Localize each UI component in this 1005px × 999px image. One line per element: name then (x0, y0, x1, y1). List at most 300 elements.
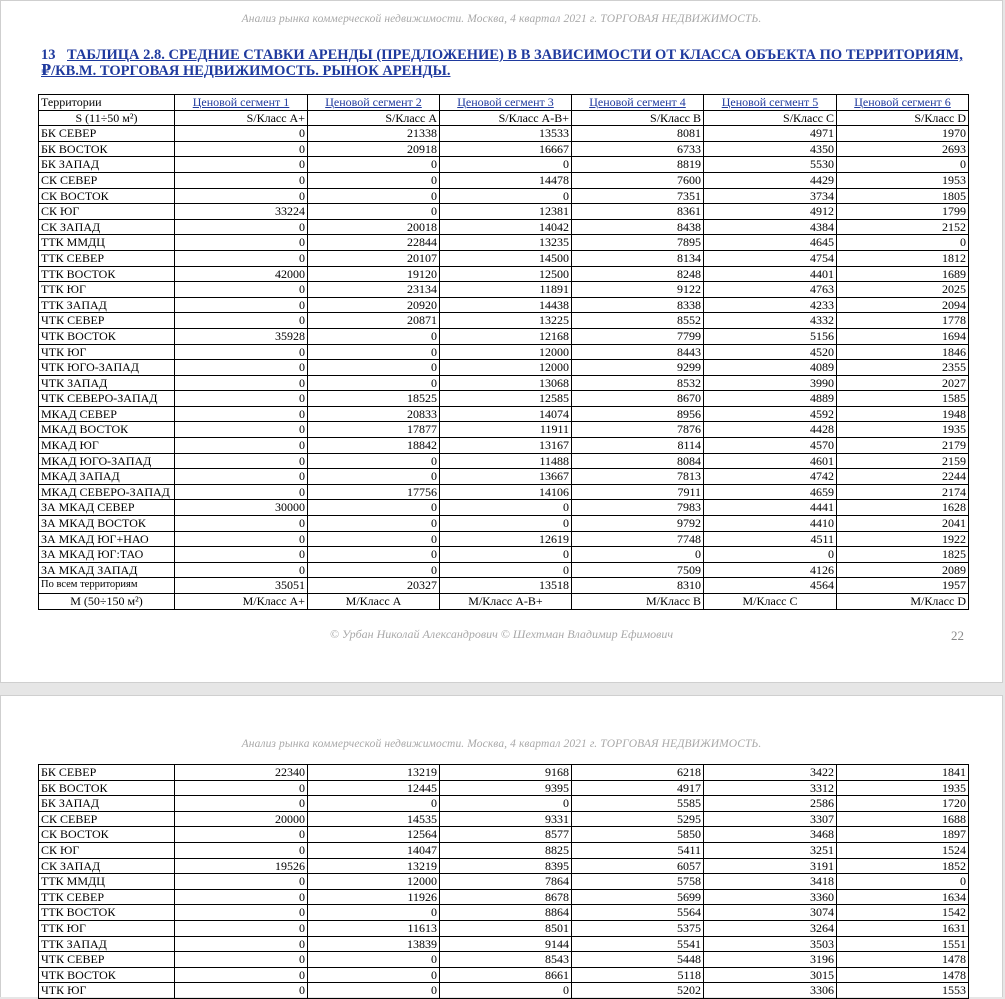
rate-cell: 1799 (837, 204, 969, 220)
rate-cell: 9792 (572, 516, 704, 532)
table-row (39, 172, 969, 188)
rate-cell: 2179 (837, 438, 969, 454)
rate-cell: 0 (572, 547, 704, 563)
rate-cell: 3734 (704, 188, 837, 204)
rent-rates-table-s (38, 94, 969, 610)
rate-cell: 1935 (837, 780, 969, 796)
rate-cell: 0 (175, 905, 308, 921)
rate-cell: 0 (837, 235, 969, 251)
rate-cell: 5156 (704, 328, 837, 344)
rate-cell: 1841 (837, 765, 969, 781)
rate-cell: 5541 (572, 936, 704, 952)
rate-cell: 0 (175, 157, 308, 173)
rate-cell: 7799 (572, 328, 704, 344)
rate-cell: 4428 (704, 422, 837, 438)
rate-cell: 0 (175, 547, 308, 563)
rate-cell: 1846 (837, 344, 969, 360)
territory-cell: СК ЗАПАД (39, 219, 175, 235)
running-header: Анализ рынка коммерческой недвижимости. Москва, 4 квартал 2021 г. ТОРГОВАЯ НЕДВИЖИМОСТЬ. (241, 13, 762, 25)
table-row (39, 811, 969, 827)
rate-cell: 9168 (440, 765, 572, 781)
rate-cell: 0 (175, 250, 308, 266)
rate-cell: 12000 (440, 360, 572, 376)
table-row (39, 578, 969, 594)
territory-cell: МКАД ВОСТОК (39, 422, 175, 438)
rate-cell: 4233 (704, 297, 837, 313)
class-header: М/Класс В (572, 594, 704, 610)
territory-cell: ЧТК ЮГ (39, 344, 175, 360)
rate-cell: 0 (175, 469, 308, 485)
rate-cell: 0 (175, 422, 308, 438)
rate-cell: 8081 (572, 126, 704, 142)
class-header: S/Класс D (837, 110, 969, 126)
rate-cell: 7911 (572, 484, 704, 500)
corner-label: Территории (39, 95, 175, 111)
caption-link[interactable]: ТАБЛИЦА 2.8. СРЕДНИЕ СТАВКИ АРЕНДЫ (ПРЕДЛОЖЕНИЕ) В В ЗАВИСИМОСТИ ОТ КЛАССА ОБЪЕКТА ПО ТЕРРИТОРИЯМ, ₽/КВ.М. ТОРГОВАЯ НЕДВИЖИМОСТЬ. РЫНОК АРЕНДЫ. (41, 47, 963, 79)
rate-cell: 0 (175, 936, 308, 952)
copyright-footer: © Урбан Николай Александрович © Шехтман Владимир Ефимович (329, 627, 674, 641)
territory-cell: СК ВОСТОК (39, 188, 175, 204)
rate-cell: 0 (308, 172, 440, 188)
rate-cell: 4971 (704, 126, 837, 142)
rate-cell: 1542 (837, 905, 969, 921)
rate-cell: 4912 (704, 204, 837, 220)
rate-cell: 14074 (440, 406, 572, 422)
rate-cell: 0 (440, 188, 572, 204)
rate-cell: 0 (440, 562, 572, 578)
territory-cell: ЗА МКАД СЕВЕР (39, 500, 175, 516)
rate-cell: 8443 (572, 344, 704, 360)
rate-cell: 4410 (704, 516, 837, 532)
territory-cell: СК СЕВЕР (39, 172, 175, 188)
table-row (39, 406, 969, 422)
page-number: 22 (951, 628, 964, 643)
rate-cell: 0 (308, 375, 440, 391)
rate-cell: 7351 (572, 188, 704, 204)
rate-cell: 0 (175, 952, 308, 968)
rate-cell: 0 (308, 500, 440, 516)
rate-cell: 0 (175, 889, 308, 905)
table-row (39, 905, 969, 921)
territory-cell: ЧТК ЮГО-ЗАПАД (39, 360, 175, 376)
rate-cell: 12381 (440, 204, 572, 220)
rate-cell: 1812 (837, 250, 969, 266)
rate-cell: 0 (175, 188, 308, 204)
rate-cell: 22844 (308, 235, 440, 251)
rate-cell: 14042 (440, 219, 572, 235)
size-label: М (50÷150 м²) (39, 594, 175, 610)
rate-cell: 7983 (572, 500, 704, 516)
rate-cell: 5850 (572, 827, 704, 843)
rate-cell: 3307 (704, 811, 837, 827)
rate-cell: 33224 (175, 204, 308, 220)
rate-cell: 3422 (704, 765, 837, 781)
rate-cell: 4570 (704, 438, 837, 454)
rate-cell: 11926 (308, 889, 440, 905)
rate-cell: 6733 (572, 141, 704, 157)
rate-cell: 13667 (440, 469, 572, 485)
rate-cell: 14106 (440, 484, 572, 500)
territory-cell: ЧТК ВОСТОК (39, 328, 175, 344)
rate-cell: 13518 (440, 578, 572, 594)
territory-cell: БК ВОСТОК (39, 141, 175, 157)
rate-cell: 1631 (837, 920, 969, 936)
rate-cell: 20327 (308, 578, 440, 594)
rate-cell: 0 (308, 204, 440, 220)
rate-cell: 0 (440, 157, 572, 173)
segment-header[interactable]: Ценовой сегмент 4 (572, 95, 704, 111)
rate-cell: 0 (308, 516, 440, 532)
territory-cell: ТТК ММДЦ (39, 874, 175, 890)
rate-cell: 1694 (837, 328, 969, 344)
rate-cell: 2174 (837, 484, 969, 500)
rate-cell: 14438 (440, 297, 572, 313)
rate-cell: 11911 (440, 422, 572, 438)
rate-cell: 0 (175, 219, 308, 235)
rate-cell: 3196 (704, 952, 837, 968)
rate-cell: 8084 (572, 453, 704, 469)
rate-cell: 1634 (837, 889, 969, 905)
territory-cell: ТТК ВОСТОК (39, 905, 175, 921)
rate-cell: 12564 (308, 827, 440, 843)
rate-cell: 0 (175, 967, 308, 983)
territory-cell: ЧТК ВОСТОК (39, 967, 175, 983)
table-row (39, 547, 969, 563)
table-row (39, 516, 969, 532)
rate-cell: 7864 (440, 874, 572, 890)
territory-cell: СК ВОСТОК (39, 827, 175, 843)
rate-cell: 8438 (572, 219, 704, 235)
table-row (39, 360, 969, 376)
rate-cell: 1852 (837, 858, 969, 874)
rate-cell: 5448 (572, 952, 704, 968)
rate-cell: 1478 (837, 952, 969, 968)
rate-cell: 4401 (704, 266, 837, 282)
rate-cell: 4126 (704, 562, 837, 578)
table-row (39, 469, 969, 485)
rate-cell: 13068 (440, 375, 572, 391)
table-row (39, 842, 969, 858)
rate-cell: 5411 (572, 842, 704, 858)
territory-cell: ЗА МКАД ВОСТОК (39, 516, 175, 532)
rate-cell: 9331 (440, 811, 572, 827)
rate-cell: 1948 (837, 406, 969, 422)
territory-cell: ТТК СЕВЕР (39, 889, 175, 905)
table-row (39, 328, 969, 344)
territory-cell: ЧТК СЕВЕР (39, 313, 175, 329)
class-header: S/Класс В (572, 110, 704, 126)
rate-cell: 0 (175, 282, 308, 298)
rate-cell: 0 (308, 344, 440, 360)
class-header-row (39, 110, 969, 126)
rate-cell: 4645 (704, 235, 837, 251)
table-row (39, 438, 969, 454)
rate-cell: 0 (175, 360, 308, 376)
rate-cell: 22340 (175, 765, 308, 781)
territory-cell: СК СЕВЕР (39, 811, 175, 827)
rate-cell: 4763 (704, 282, 837, 298)
rate-cell: 0 (175, 827, 308, 843)
rate-cell: 1778 (837, 313, 969, 329)
territory-cell: ТТК ЮГ (39, 282, 175, 298)
class-header: М/Класс А (308, 594, 440, 610)
territory-cell: ЧТК ЗАПАД (39, 375, 175, 391)
rate-cell: 5564 (572, 905, 704, 921)
rate-cell: 12585 (440, 391, 572, 407)
rate-cell: 13533 (440, 126, 572, 142)
class-header: S/Класс А (308, 110, 440, 126)
table-row (39, 188, 969, 204)
rate-cell: 7600 (572, 172, 704, 188)
rate-cell: 13235 (440, 235, 572, 251)
rate-cell: 30000 (175, 500, 308, 516)
rate-cell: 3503 (704, 936, 837, 952)
territory-cell: МКАД СЕВЕРО-ЗАПАД (39, 484, 175, 500)
rate-cell: 3251 (704, 842, 837, 858)
rate-cell: 0 (308, 328, 440, 344)
segment-header[interactable]: Ценовой сегмент 2 (308, 95, 440, 111)
rate-cell: 11488 (440, 453, 572, 469)
rate-cell: 0 (308, 905, 440, 921)
rate-cell: 0 (308, 952, 440, 968)
rate-cell: 4089 (704, 360, 837, 376)
table-row (39, 858, 969, 874)
rate-cell: 4889 (704, 391, 837, 407)
rate-cell: 1957 (837, 578, 969, 594)
rate-cell: 12619 (440, 531, 572, 547)
rate-cell: 0 (308, 796, 440, 812)
rate-cell: 1689 (837, 266, 969, 282)
rate-cell: 2152 (837, 219, 969, 235)
rate-cell: 0 (175, 375, 308, 391)
rate-cell: 1720 (837, 796, 969, 812)
rate-cell: 0 (175, 297, 308, 313)
rate-cell: 3264 (704, 920, 837, 936)
rate-cell: 5585 (572, 796, 704, 812)
rate-cell: 0 (175, 344, 308, 360)
rate-cell: 4601 (704, 453, 837, 469)
rate-cell: 35051 (175, 578, 308, 594)
next-class-header-row (39, 594, 969, 610)
rate-cell: 17756 (308, 484, 440, 500)
rate-cell: 11891 (440, 282, 572, 298)
table-row (39, 250, 969, 266)
territory-cell: СК ЗАПАД (39, 858, 175, 874)
rate-cell: 0 (440, 516, 572, 532)
section-number: 13 (41, 47, 56, 63)
segment-header[interactable]: Ценовой сегмент 1 (175, 95, 308, 111)
table-row (39, 126, 969, 142)
rate-cell: 12000 (440, 344, 572, 360)
rate-cell: 0 (308, 547, 440, 563)
table-row (39, 889, 969, 905)
table-row (39, 313, 969, 329)
rate-cell: 3306 (704, 983, 837, 999)
rate-cell: 8577 (440, 827, 572, 843)
rate-cell: 42000 (175, 266, 308, 282)
rate-cell: 0 (175, 313, 308, 329)
table-row (39, 936, 969, 952)
territory-cell: МКАД ЗАПАД (39, 469, 175, 485)
rate-cell: 0 (308, 188, 440, 204)
table-row (39, 952, 969, 968)
territory-cell: МКАД СЕВЕР (39, 406, 175, 422)
rate-cell: 7876 (572, 422, 704, 438)
rate-cell: 0 (308, 360, 440, 376)
segment-header[interactable]: Ценовой сегмент 5 (704, 95, 837, 111)
table-row (39, 282, 969, 298)
table-row (39, 219, 969, 235)
rate-cell: 3468 (704, 827, 837, 843)
rate-cell: 2089 (837, 562, 969, 578)
rate-cell: 21338 (308, 126, 440, 142)
rate-cell: 2244 (837, 469, 969, 485)
rate-cell: 13167 (440, 438, 572, 454)
rate-cell: 0 (440, 796, 572, 812)
rate-cell: 14047 (308, 842, 440, 858)
table-row (39, 983, 969, 999)
rate-cell: 19526 (175, 858, 308, 874)
rate-cell: 7813 (572, 469, 704, 485)
rate-cell: 0 (440, 983, 572, 999)
table-row (39, 765, 969, 781)
territory-cell: МКАД ЮГО-ЗАПАД (39, 453, 175, 469)
rate-cell: 8670 (572, 391, 704, 407)
document-page-23 (0, 695, 1003, 997)
table-row (39, 920, 969, 936)
table-row (39, 157, 969, 173)
rate-cell: 0 (308, 157, 440, 173)
segment-header[interactable]: Ценовой сегмент 6 (837, 95, 969, 111)
rate-cell: 0 (175, 796, 308, 812)
table-row (39, 500, 969, 516)
rate-cell: 0 (175, 453, 308, 469)
territory-cell: БК ВОСТОК (39, 780, 175, 796)
table-row (39, 562, 969, 578)
territory-cell: СК ЮГ (39, 204, 175, 220)
territory-cell: ТТК ЮГ (39, 920, 175, 936)
rate-cell: 4564 (704, 578, 837, 594)
rate-cell: 0 (308, 453, 440, 469)
rate-cell: 8248 (572, 266, 704, 282)
segment-header[interactable]: Ценовой сегмент 3 (440, 95, 572, 111)
rate-cell: 18525 (308, 391, 440, 407)
rate-cell: 0 (704, 547, 837, 563)
territory-cell: ЧТК СЕВЕР (39, 952, 175, 968)
rate-cell: 14500 (440, 250, 572, 266)
rate-cell: 13219 (308, 765, 440, 781)
rate-cell: 0 (175, 438, 308, 454)
table-caption[interactable] (41, 47, 971, 79)
rate-cell: 4917 (572, 780, 704, 796)
rate-cell: 19120 (308, 266, 440, 282)
rate-cell: 8134 (572, 250, 704, 266)
rate-cell: 0 (175, 235, 308, 251)
rate-cell: 2693 (837, 141, 969, 157)
rate-cell: 13219 (308, 858, 440, 874)
rate-cell: 0 (308, 967, 440, 983)
table-row (39, 780, 969, 796)
rate-cell: 20918 (308, 141, 440, 157)
rate-cell: 0 (308, 531, 440, 547)
rate-cell: 1478 (837, 967, 969, 983)
rate-cell: 3360 (704, 889, 837, 905)
rate-cell: 12500 (440, 266, 572, 282)
territory-cell: По всем территориям (39, 578, 175, 594)
class-header: S/Класс С (704, 110, 837, 126)
rate-cell: 12168 (440, 328, 572, 344)
rate-cell: 6218 (572, 765, 704, 781)
rate-cell: 0 (175, 531, 308, 547)
rate-cell: 8552 (572, 313, 704, 329)
rate-cell: 0 (308, 983, 440, 999)
rate-cell: 1805 (837, 188, 969, 204)
size-label: S (11÷50 м²) (39, 110, 175, 126)
rate-cell: 0 (175, 780, 308, 796)
rate-cell: 20920 (308, 297, 440, 313)
rate-cell: 8864 (440, 905, 572, 921)
rate-cell: 4429 (704, 172, 837, 188)
table-row (39, 874, 969, 890)
rate-cell: 16667 (440, 141, 572, 157)
rate-cell: 8825 (440, 842, 572, 858)
rate-cell: 4441 (704, 500, 837, 516)
table-row (39, 297, 969, 313)
rate-cell: 2025 (837, 282, 969, 298)
rate-cell: 0 (175, 172, 308, 188)
rate-cell: 9299 (572, 360, 704, 376)
rate-cell: 3074 (704, 905, 837, 921)
rate-cell: 11613 (308, 920, 440, 936)
rate-cell: 8310 (572, 578, 704, 594)
rate-cell: 5758 (572, 874, 704, 890)
table-row (39, 422, 969, 438)
class-header: М/Класс А-В+ (440, 594, 572, 610)
rate-cell: 0 (175, 406, 308, 422)
table-row (39, 453, 969, 469)
rate-cell: 20000 (175, 811, 308, 827)
rate-cell: 0 (175, 562, 308, 578)
rate-cell: 8661 (440, 967, 572, 983)
rate-cell: 0 (175, 141, 308, 157)
rate-cell: 23134 (308, 282, 440, 298)
territory-cell: БК СЕВЕР (39, 765, 175, 781)
rate-cell: 8395 (440, 858, 572, 874)
rate-cell: 2159 (837, 453, 969, 469)
rate-cell: 9395 (440, 780, 572, 796)
rent-rates-table-m (38, 764, 969, 999)
rate-cell: 2027 (837, 375, 969, 391)
rate-cell: 1551 (837, 936, 969, 952)
rate-cell: 7895 (572, 235, 704, 251)
rate-cell: 5699 (572, 889, 704, 905)
class-header: М/Класс С (704, 594, 837, 610)
rate-cell: 1970 (837, 126, 969, 142)
rate-cell: 2041 (837, 516, 969, 532)
rate-cell: 8338 (572, 297, 704, 313)
rate-cell: 4592 (704, 406, 837, 422)
rate-cell: 7748 (572, 531, 704, 547)
rate-cell: 13225 (440, 313, 572, 329)
rate-cell: 5118 (572, 967, 704, 983)
table-row (39, 391, 969, 407)
rate-cell: 8819 (572, 157, 704, 173)
rate-cell: 9144 (440, 936, 572, 952)
rate-cell: 5295 (572, 811, 704, 827)
territory-cell: БК ЗАПАД (39, 157, 175, 173)
rate-cell: 17877 (308, 422, 440, 438)
rate-cell: 20833 (308, 406, 440, 422)
